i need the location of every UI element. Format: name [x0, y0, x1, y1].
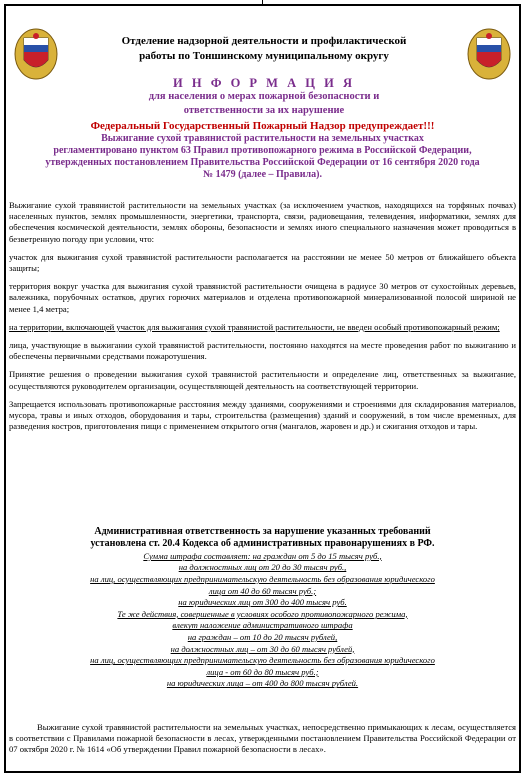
fine-line: лица - от 60 до 80 тысяч руб.;	[206, 666, 319, 677]
org-line-2: работы по Тоншинскому муниципальному округу	[139, 50, 389, 62]
info-title: И Н Ф О Р М А Ц И Я	[173, 76, 355, 90]
info-subtitle-line-1: для населения о мерах пожарной безопасности и	[148, 91, 380, 102]
fire-service-emblem-icon	[14, 28, 58, 80]
lead-line-2: регламентировано пунктом 63 Правил противопожарного режима в Российской Федерации,	[53, 145, 472, 156]
fine-line: влекут наложение административного штрафа	[172, 620, 353, 631]
body-paragraph: территория вокруг участка для выжигания сухой травянистой растительности очищена в радиусе 30 метров от сухостойных деревьев, валежника, порубочных остатков, других горючих материалов и отделена противопожарной минерализованной полосой шириной не менее 1,4 метра;	[9, 281, 516, 314]
administrative-responsibility	[9, 526, 516, 690]
fine-line: лица от 40 до 60 тысяч руб.;	[208, 585, 317, 596]
fine-line: на должностных лиц от 20 до 30 тысяч руб.,	[178, 562, 347, 573]
organization-header	[64, 34, 464, 64]
body-paragraph: участок для выжигания сухой травянистой растительности располагается на расстоянии не менее 50 метров от ближайшего объекта защиты;	[9, 251, 516, 274]
body-paragraph: лица, участвующие в выжигании сухой травянистой растительности, постоянно находятся на месте проведения работ по выжиганию и обеспечены первичными средствами пожаротушения.	[9, 340, 516, 362]
lead-line-1: Выжигание сухой травянистой растительности на земельных участках	[101, 133, 424, 144]
lead-line-3: утвержденных постановлением Правительства Российской Федерации от 16 сентября 2020 года	[45, 157, 480, 168]
fine-line: Те же действия, совершенные в условиях особого противопожарного режима,	[117, 608, 408, 619]
rules-body	[9, 200, 516, 439]
responsibility-title-line-2: установлена ст. 20.4 Кодекса об административных правонарушениях в РФ.	[90, 538, 435, 550]
fine-line: на юридических лица – от 400 до 800 тысяч рублей.	[166, 678, 359, 689]
lead-line-4: № 1479 (далее – Правила).	[203, 169, 322, 180]
fine-line: на граждан – от 10 до 20 тысяч рублей,	[187, 631, 338, 642]
body-paragraph: Запрещается использовать противопожарные расстояния между зданиями, сооружениями и строениями для складирования материалов, мусора, травы и иных отходов, оборудования и тары, строительства (размещения) зданий и сооружений, в том числе временных, для разведения костров, приготовления пищи с применением открытого огня (мангалов, жаровен и др.) и сжигания отходов и тары.	[9, 398, 516, 432]
closing-paragraph: Выжигание сухой травянистой растительности на земельных участках, непосредственно примыкающих к лесам, осуществляется в соответствии с Правилами пожарной безопасности в лесах, утвержденными постановлением Правительства Российской Федерации от 07 октября 2020 г. № 1614 «Об утверждении Правил пожарной безопасности в лесах».	[9, 722, 516, 755]
fire-service-emblem-icon	[467, 28, 511, 80]
info-subtitle	[64, 90, 464, 118]
body-paragraph: на территории, включающей участок для выжигания сухой травянистой растительности, не введен особый противопожарный режим;	[9, 321, 500, 332]
fine-line: на должностных лиц – от 30 до 60 тысяч рублей,	[170, 643, 355, 654]
information-leaflet	[4, 4, 521, 773]
warning-heading: Федеральный Государственный Пожарный Надзор предупреждает!!!	[90, 120, 435, 132]
fine-line: на лиц, осуществляющих предпринимательскую деятельность без образования юридического	[90, 655, 435, 666]
info-subtitle-line-2: ответственности за их нарушение	[183, 105, 345, 116]
fine-line: Сумма штрафа составляет: на граждан от 5 до 15 тысяч руб.,	[143, 550, 382, 561]
body-paragraph: Принятие решения о проведении выжигания сухой травянистой растительности и определение лиц, ответственных за выжигание, осуществляются руководителем организации, осуществляющей деятельность на соответствующей территории.	[9, 369, 516, 391]
responsibility-title-line-1: Административная ответственность за нарушение указанных требований	[94, 526, 431, 537]
org-line-1: Отделение надзорной деятельности и профилактической	[121, 35, 407, 47]
fine-line: на лиц, осуществляющих предпринимательскую деятельность без образования юридического	[90, 574, 435, 584]
lead-paragraph	[10, 133, 515, 181]
fine-line: на юридических лиц от 300 до 400 тысяч руб.	[178, 597, 347, 608]
body-paragraph: Выжигание сухой травянистой растительности на земельных участках (за исключением участков, находящихся на торфяных почвах) населенных пунктов, землях промышленности, энергетики, транспорта, связи, радиовещания, телевидения, информатики, землях для обеспечения космической деятельности, землях обороны, безопасности и землях иного специального назначения может проводиться в безветренную погоду при условии, что:	[9, 200, 516, 244]
